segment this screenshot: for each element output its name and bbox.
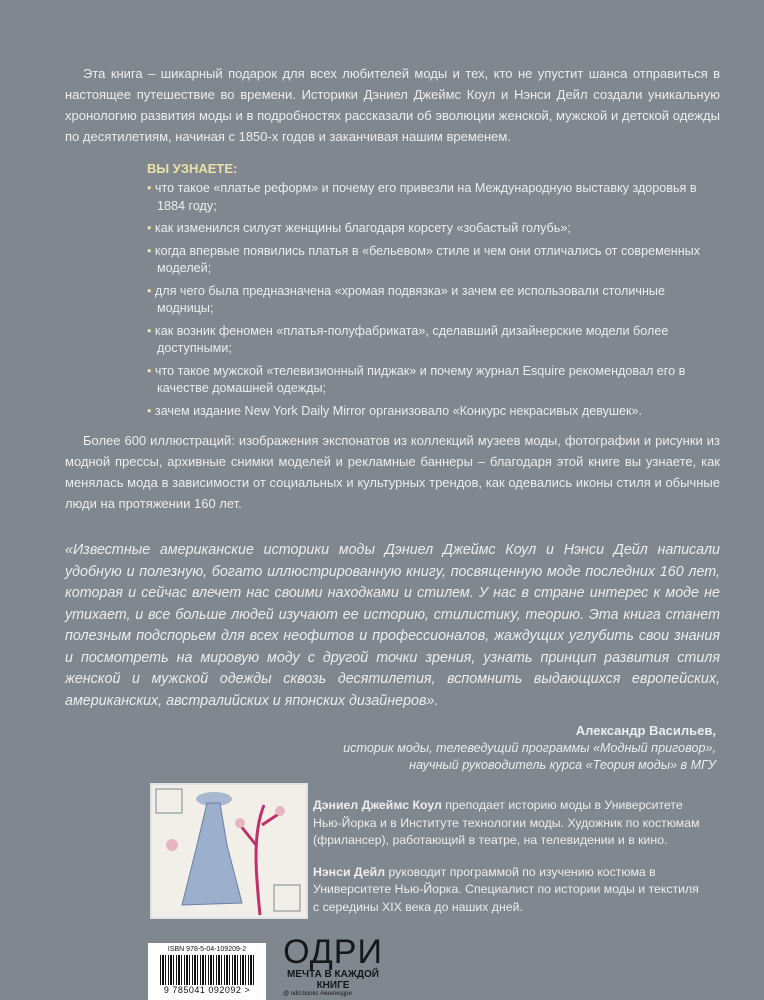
- isbn-text: ISBN 978-5-04-109209-2: [167, 946, 247, 953]
- quote-attribution: [65, 722, 720, 774]
- barcode-number: 9 785041 092092 >: [163, 985, 251, 995]
- author-bio: Нэнси Дейл руководит программой по изучению костюма в Университете Нью-Йорка. Специалист по истории моды и текстиля с середины XIX века до наших дней.: [313, 864, 699, 914]
- intro-paragraph: Эта книга – шикарный подарок для всех любителей моды и тех, кто не упустит шанса отправиться в настоящее путешествие во времени. Историки Дэниел Джеймс Коул и Нэнси Дейл создали уникальную хронологию развития моды и в подробностях рассказали об эволюции женской, мужской и детской одежды по десятилетиям, начиная с 1850-х годов и заканчивая нашим временем.: [65, 66, 720, 144]
- barcode-bars: [160, 955, 254, 985]
- list-item: • что такое «платье реформ» и почему его привезли на Международную выставку здоровья в 1884 году;: [147, 180, 722, 215]
- list-item: • для чего была предназначена «хромая подвязка» и зачем ее использовали столичные модницы;: [147, 283, 722, 318]
- reviewer-title: историк моды, телеведущий программы «Модный приговор»,: [343, 741, 716, 755]
- reviewer-position: научный руководитель курса «Теория моды» в МГУ: [409, 758, 716, 772]
- list-item: • как изменился силуэт женщины благодаря корсету «зобастый голубь»;: [147, 220, 722, 238]
- main-text: [65, 63, 720, 774]
- illustrations-paragraph: Более 600 иллюстраций: изображения экспонатов из коллекций музеев моды, фотографии и рисунки из модной прессы, архивные снимки моделей и рекламные баннеры – благодаря этой книге вы узнаете, как менялась мода в зависимости от социальных и культурных трендов, как одевались иконы стиля и обычные люди на протяжении 160 лет.: [65, 433, 720, 511]
- isbn-barcode: [148, 943, 266, 1000]
- publisher-social: @ odri.books #книгиодри: [283, 991, 352, 997]
- list-item: • как возник феномен «платья-полуфабриката», сделавший дизайнерские модели более доступными;: [147, 323, 722, 358]
- author-bios: [313, 797, 703, 930]
- logo-text: ОДРИ: [283, 933, 383, 971]
- learn-list: [147, 180, 722, 420]
- review-quote: «Известные американские историки моды Дэниел Джеймс Коул и Нэнси Дейл написали удобную и полезную, богато иллюстрированную книгу, посвященную моде последних 160 лет, которая и сейчас влечет нас своими находками и стилем. У нас в стране интерес к моде не утихает, и все больше людей изучают ее историю, стилистику, теорию. Эта книга станет полезным подспорьем для всех неофитов и профессионалов, жаждущих углубить свои знания и посмотреть на мировую моду с другой точки зрения, узнать принцип развития стиля женской и мужской одежды сквозь десятилетия, вспомнить выдающихся европейских, американских, австралийских и японских дизайнеров».: [65, 542, 720, 709]
- author-bio: Дэниел Джеймс Коул преподает историю моды в Университете Нью-Йорка и в Институте технологии моды. Художник по костюмам (фрилансер), работающий в театре, на телевидении и в кино.: [313, 798, 700, 847]
- list-item: • что такое мужской «телевизионный пиджак» и почему журнал Esquire рекомендовал его в качестве домашней одежды;: [147, 363, 722, 398]
- learn-heading: ВЫ УЗНАЕТЕ:: [147, 161, 238, 176]
- fashion-illustration: [150, 783, 308, 919]
- list-item: • когда впервые появились платья в «бельевом» стиле и чем они отличались от современных моделей;: [147, 243, 722, 278]
- reviewer-name: Александр Васильев,: [575, 723, 716, 738]
- publisher-slogan: МЕЧТА В КАЖДОЙ КНИГЕ: [287, 969, 379, 991]
- publisher-logo: [283, 935, 383, 997]
- list-item: • зачем издание New York Daily Mirror организовало «Конкурс некрасивых девушек».: [147, 403, 722, 421]
